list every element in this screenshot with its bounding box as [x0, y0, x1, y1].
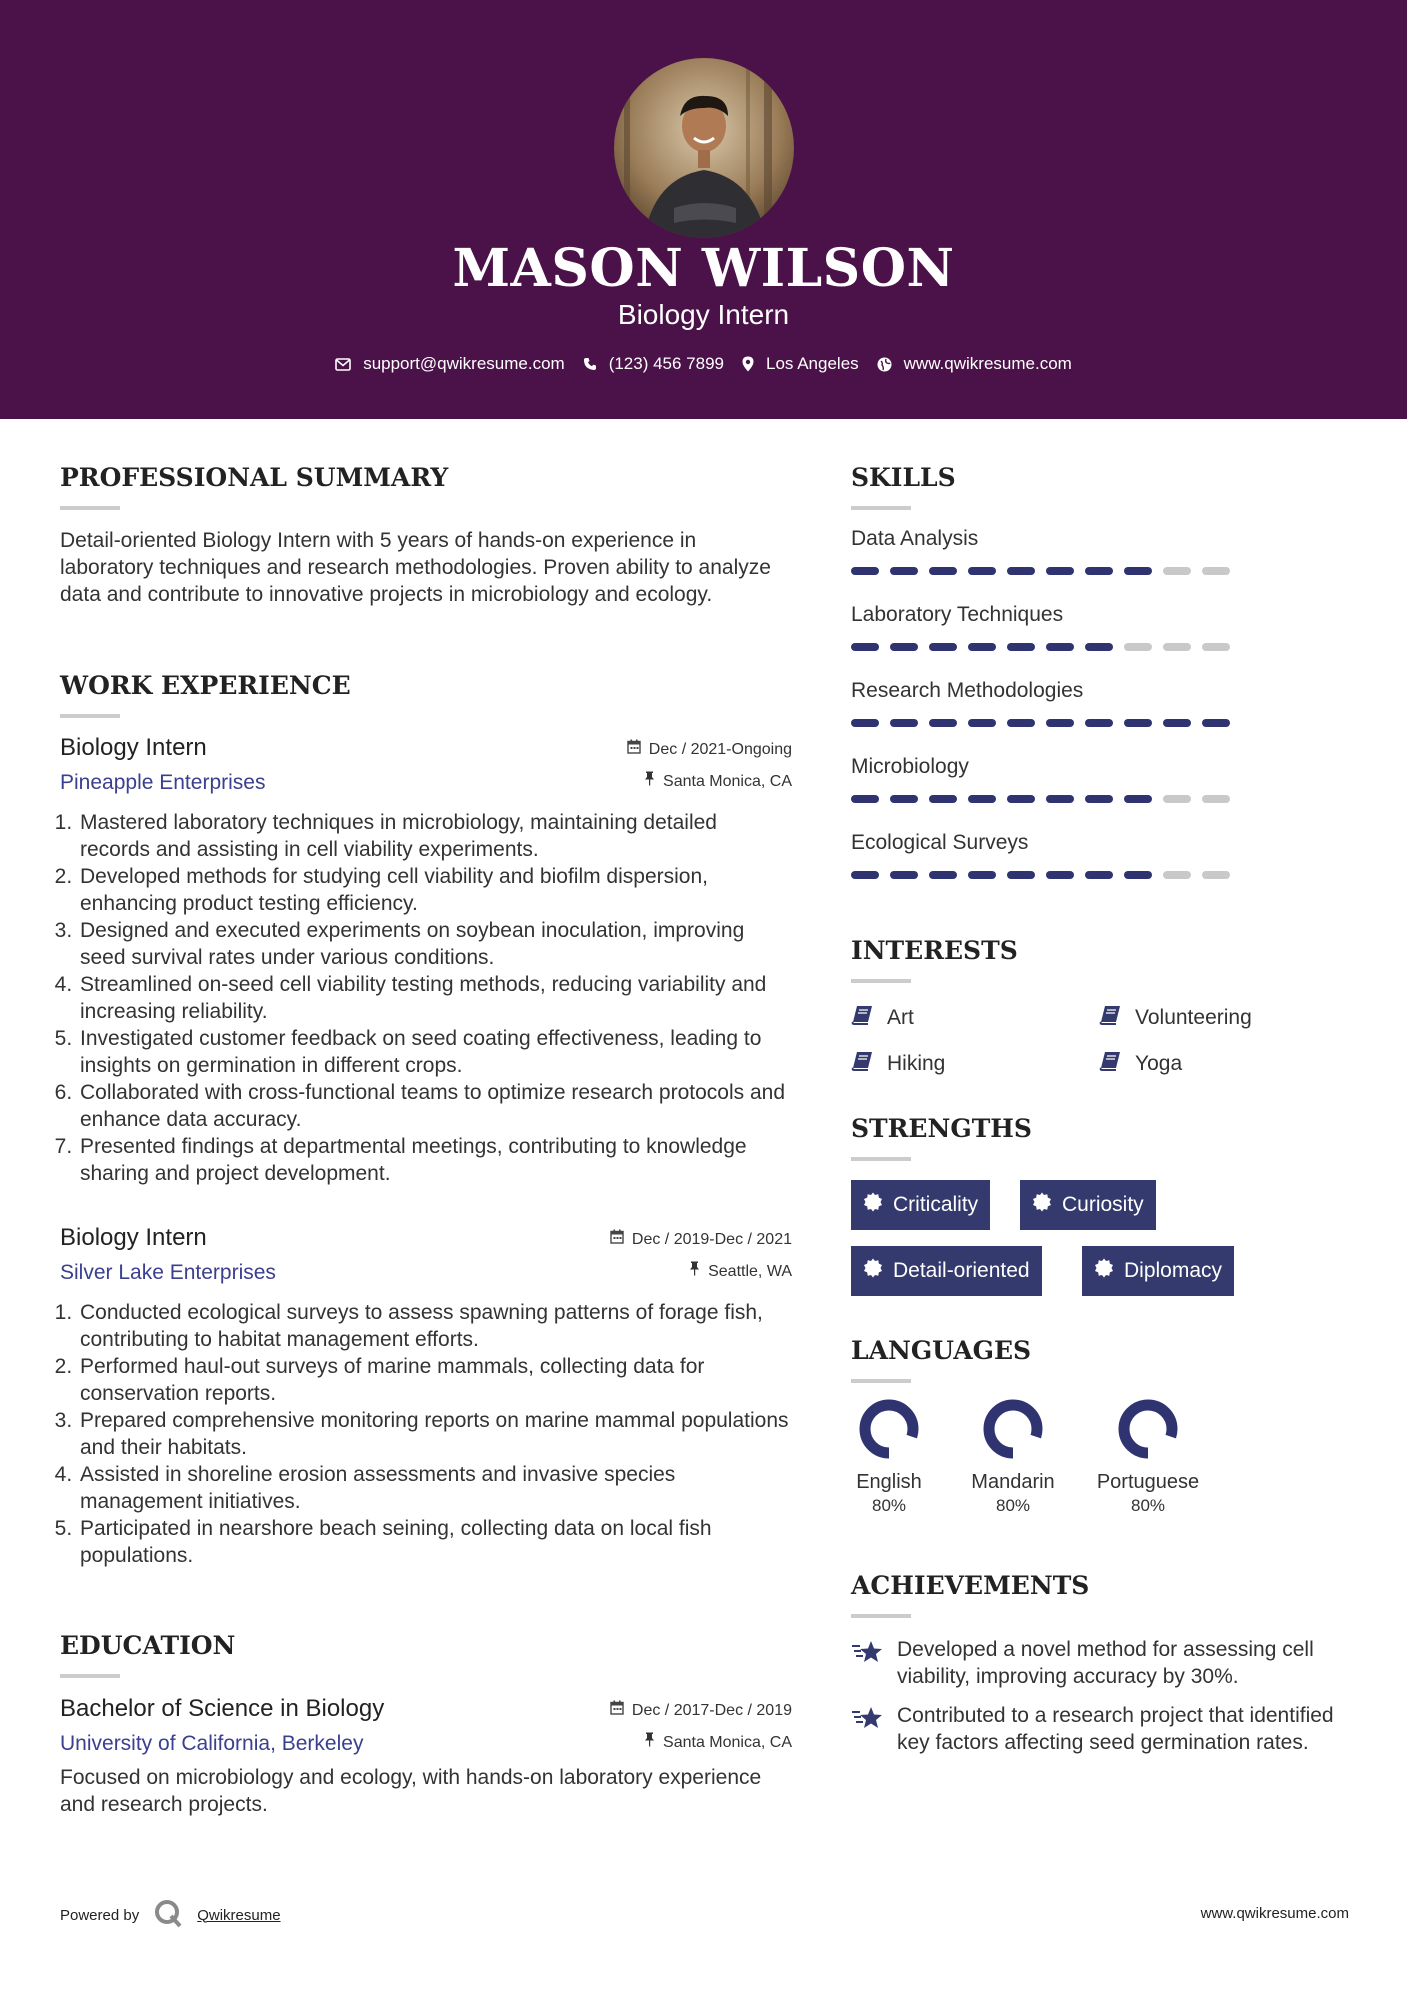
skill-level-meter [851, 871, 1351, 879]
list-item: 3. Prepared comprehensive monitoring reports on marine mammal populations and their habitats. [78, 1407, 792, 1461]
job-title: Biology Intern [60, 1224, 207, 1251]
powered-by-text: Powered by [60, 1906, 140, 1924]
job-date [610, 1229, 792, 1250]
skill-name: Laboratory Techniques [851, 603, 1064, 626]
education-location [644, 1732, 792, 1753]
skill-dot-filled [968, 643, 996, 651]
skill-dot-filled [968, 567, 996, 575]
language-ring [1116, 1397, 1180, 1461]
interests-list [851, 997, 1351, 1089]
skill-dot-filled [851, 643, 879, 651]
section-divider [60, 506, 120, 510]
skill-dot-filled [851, 719, 879, 727]
strength-tag [851, 1180, 990, 1230]
skill-dot-filled [851, 567, 879, 575]
skill-dot-filled [968, 871, 996, 879]
skill-dot-filled [851, 795, 879, 803]
badge-icon [1094, 1258, 1114, 1284]
section-divider [60, 1674, 120, 1678]
experience-title: WORK EXPERIENCE [60, 671, 351, 700]
section-divider [851, 506, 911, 510]
list-item: 4. Streamlined on-seed cell viability testing methods, reducing variability and increasing reliability. [78, 971, 792, 1025]
calendar-icon [610, 1229, 624, 1250]
strength-label: Curiosity [1062, 1193, 1144, 1216]
book-icon [851, 1051, 873, 1077]
skill-dot-filled [1007, 643, 1035, 651]
skill-dot-filled [929, 567, 957, 575]
company-name: Pineapple Enterprises [60, 771, 266, 794]
location-text: Los Angeles [766, 354, 859, 373]
skill-dot-empty [1124, 643, 1152, 651]
education-location-text: Santa Monica, CA [663, 1733, 792, 1751]
email-text: support@qwikresume.com [363, 354, 565, 373]
skill-dot-filled [1007, 795, 1035, 803]
globe-icon [877, 357, 892, 372]
skill-dot-empty [1202, 795, 1230, 803]
list-item: 2. Performed haul-out surveys of marine mammals, collecting data for conservation reports. [78, 1353, 792, 1407]
star-icon [851, 1706, 885, 1756]
education-date [610, 1700, 792, 1721]
summary-title: PROFESSIONAL SUMMARY [60, 463, 449, 492]
website-text: www.qwikresume.com [903, 354, 1072, 373]
interests-title: INTERESTS [851, 936, 1018, 965]
language-percent: 80% [871, 1496, 907, 1515]
strengths-list [851, 1180, 1351, 1310]
language-name: Portuguese [1096, 1471, 1200, 1493]
job-location-text: Santa Monica, CA [663, 772, 792, 790]
language-ring-arc [1124, 1405, 1172, 1453]
skill-dot-filled [1124, 871, 1152, 879]
skill-item [851, 829, 1351, 905]
skill-level-meter [851, 719, 1351, 727]
interests-section [851, 935, 1351, 1089]
languages-section [851, 1335, 1351, 1527]
section-divider [851, 1614, 911, 1618]
skill-dot-filled [1085, 719, 1113, 727]
skill-dot-filled [890, 719, 918, 727]
language-item [829, 1397, 949, 1517]
skill-level-meter [851, 567, 1351, 575]
book-icon [1099, 1051, 1121, 1077]
list-item: 7. Presented findings at departmental meetings, contributing to knowledge sharing and project development. [78, 1133, 792, 1187]
skill-dot-empty [1163, 795, 1191, 803]
skill-dot-filled [1007, 567, 1035, 575]
skill-dot-filled [1124, 719, 1152, 727]
job-entry [60, 1223, 792, 1569]
achievement-text: Developed a novel method for assessing cell viability, improving accuracy by 30%. [897, 1638, 1314, 1688]
skill-dot-filled [968, 719, 996, 727]
envelope-icon [335, 358, 351, 371]
achievement-item [851, 1702, 1351, 1756]
contact-phone[interactable] [583, 354, 724, 374]
interest-item [851, 1051, 945, 1077]
book-icon [1099, 1005, 1121, 1031]
strength-label: Diplomacy [1124, 1259, 1223, 1282]
skill-dot-filled [1046, 643, 1074, 651]
language-name: Mandarin [971, 1471, 1055, 1493]
skill-item [851, 601, 1351, 677]
skill-dot-filled [1007, 871, 1035, 879]
skill-dot-filled [890, 643, 918, 651]
degree-title: Bachelor of Science in Biology [60, 1695, 385, 1722]
brand-link[interactable]: Qwikresume [197, 1906, 281, 1924]
education-entry [60, 1694, 792, 1818]
skill-dot-filled [890, 795, 918, 803]
list-item: 3. Designed and executed experiments on soybean inoculation, improving seed survival rates under various conditions. [78, 917, 792, 971]
strengths-section [851, 1113, 1351, 1310]
skill-name: Research Methodologies [851, 679, 1084, 702]
list-item: 5. Participated in nearshore beach seining, collecting data on local fish populations. [78, 1515, 792, 1569]
book-icon [851, 1005, 873, 1031]
interest-label: Hiking [887, 1052, 946, 1075]
education-section [60, 1630, 792, 1678]
pushpin-icon [644, 771, 655, 792]
skill-dot-empty [1202, 643, 1230, 651]
skills-section [851, 462, 1351, 905]
language-percent: 80% [995, 1496, 1031, 1515]
contact-location [742, 354, 859, 374]
skill-dot-filled [1163, 719, 1191, 727]
phone-text: (123) 456 7899 [608, 354, 725, 373]
strength-tag [1082, 1246, 1234, 1296]
language-ring [981, 1397, 1045, 1461]
skill-dot-filled [968, 795, 996, 803]
section-divider [851, 1379, 911, 1383]
interest-item [851, 1005, 914, 1031]
skill-dot-filled [1046, 795, 1074, 803]
qwikresume-logo-icon [153, 1898, 183, 1932]
footer-website[interactable]: www.qwikresume.com [1200, 1905, 1349, 1922]
skill-dot-filled [929, 643, 957, 651]
skill-dot-filled [851, 871, 879, 879]
languages-title: LANGUAGES [851, 1336, 1032, 1365]
language-percent: 80% [1130, 1496, 1166, 1515]
language-ring-arc [989, 1405, 1037, 1453]
footer-powered-by [60, 1898, 281, 1932]
skill-item [851, 753, 1351, 829]
interest-item [1099, 1051, 1182, 1077]
language-item [1088, 1397, 1208, 1517]
skill-dot-empty [1163, 567, 1191, 575]
job-entry [60, 733, 792, 1187]
language-ring-arc [865, 1405, 913, 1453]
strength-tag [851, 1246, 1042, 1296]
skill-dot-filled [929, 795, 957, 803]
education-date-text: Dec / 2017-Dec / 2019 [631, 1701, 792, 1719]
strength-tag [1020, 1180, 1156, 1230]
pushpin-icon [689, 1261, 700, 1282]
skill-dot-filled [890, 871, 918, 879]
strength-label: Criticality [893, 1193, 979, 1216]
company-name: Silver Lake Enterprises [60, 1261, 276, 1284]
skill-level-meter [851, 643, 1351, 651]
skill-dot-filled [1085, 795, 1113, 803]
achievements-section [851, 1570, 1351, 1756]
contact-bar [0, 352, 1407, 376]
calendar-icon [610, 1700, 624, 1721]
job-bullets [60, 809, 792, 1187]
section-divider [851, 1157, 911, 1161]
skill-level-meter [851, 795, 1351, 803]
list-item: 2. Developed methods for studying cell viability and biofilm dispersion, enhancing product testing efficiency. [78, 863, 792, 917]
job-location-text: Seattle, WA [708, 1262, 792, 1280]
interest-label: Yoga [1135, 1052, 1183, 1075]
school-name: University of California, Berkeley [60, 1732, 364, 1755]
star-icon [851, 1640, 885, 1690]
badge-icon [1032, 1192, 1052, 1218]
strength-label: Detail-oriented [893, 1259, 1030, 1282]
list-item: 4. Assisted in shoreline erosion assessments and invasive species management initiatives. [78, 1461, 792, 1515]
candidate-name: MASON WILSON [452, 238, 955, 299]
strengths-title: STRENGTHS [851, 1114, 1032, 1143]
summary-text: Detail-oriented Biology Intern with 5 years of hands-on experience in laboratory techniques and research methodologies. Proven ability to analyze data and contribute to innovative projects in microbiology and ecology. [60, 529, 771, 606]
education-title: EDUCATION [60, 1631, 236, 1660]
skill-dot-empty [1163, 643, 1191, 651]
profile-photo [614, 58, 794, 238]
candidate-role: Biology Intern [617, 299, 790, 330]
skill-dot-filled [1046, 719, 1074, 727]
skills-title: SKILLS [851, 463, 956, 492]
skill-dot-filled [1202, 719, 1230, 727]
education-description: Focused on microbiology and ecology, with hands-on laboratory experience and research projects. [60, 1766, 762, 1816]
skill-dot-filled [1124, 567, 1152, 575]
contact-email[interactable] [335, 354, 565, 374]
achievement-item [851, 1636, 1351, 1690]
skill-dot-filled [1085, 567, 1113, 575]
job-date-text: Dec / 2019-Dec / 2021 [631, 1230, 792, 1248]
section-divider [60, 714, 120, 718]
job-date-text: Dec / 2021-Ongoing [648, 740, 792, 758]
achievements-title: ACHIEVEMENTS [851, 1571, 1090, 1600]
language-name: English [856, 1471, 922, 1493]
interest-item [1099, 1005, 1252, 1031]
badge-icon [863, 1192, 883, 1218]
list-item: 1. Mastered laboratory techniques in microbiology, maintaining detailed records and assisting in cell viability experiments. [78, 809, 792, 863]
skill-dot-filled [1046, 871, 1074, 879]
skill-item [851, 525, 1351, 601]
achievements-list [851, 1636, 1351, 1756]
achievement-text: Contributed to a research project that identified key factors affecting seed germination rates. [897, 1704, 1334, 1754]
summary-section [60, 462, 792, 608]
skill-dot-filled [1124, 795, 1152, 803]
languages-list [851, 1397, 1351, 1527]
skill-dot-filled [929, 719, 957, 727]
interest-label: Art [887, 1006, 914, 1029]
list-item: 6. Collaborated with cross-functional teams to optimize research protocols and enhance data accuracy. [78, 1079, 792, 1133]
list-item: 1. Conducted ecological surveys to assess spawning patterns of forage fish, contributing to habitat management efforts. [78, 1299, 792, 1353]
experience-section [60, 670, 792, 718]
list-item: 5. Investigated customer feedback on seed coating effectiveness, leading to insights on germination in different crops. [78, 1025, 792, 1079]
pushpin-icon [644, 1732, 655, 1753]
calendar-icon [627, 739, 641, 760]
badge-icon [863, 1258, 883, 1284]
skill-dot-empty [1202, 871, 1230, 879]
skill-dot-empty [1163, 871, 1191, 879]
skills-list [851, 525, 1351, 905]
job-title: Biology Intern [60, 734, 207, 761]
section-divider [851, 979, 911, 983]
skill-dot-filled [1007, 719, 1035, 727]
skill-dot-filled [1085, 871, 1113, 879]
skill-dot-filled [890, 567, 918, 575]
job-bullets [60, 1299, 792, 1569]
job-location [689, 1261, 792, 1282]
skill-dot-filled [929, 871, 957, 879]
interest-label: Volunteering [1135, 1006, 1252, 1029]
skill-name: Data Analysis [851, 527, 979, 550]
skill-dot-empty [1202, 567, 1230, 575]
skill-name: Ecological Surveys [851, 831, 1029, 854]
contact-website[interactable] [877, 354, 1072, 374]
job-date [627, 739, 792, 760]
map-pin-icon [742, 356, 754, 372]
skill-name: Microbiology [851, 755, 969, 778]
skill-item [851, 677, 1351, 753]
language-ring [857, 1397, 921, 1461]
job-location [644, 771, 792, 792]
language-item [953, 1397, 1073, 1517]
phone-icon [583, 357, 597, 371]
skill-dot-filled [1046, 567, 1074, 575]
resume-header [0, 0, 1407, 419]
skill-dot-filled [1085, 643, 1113, 651]
